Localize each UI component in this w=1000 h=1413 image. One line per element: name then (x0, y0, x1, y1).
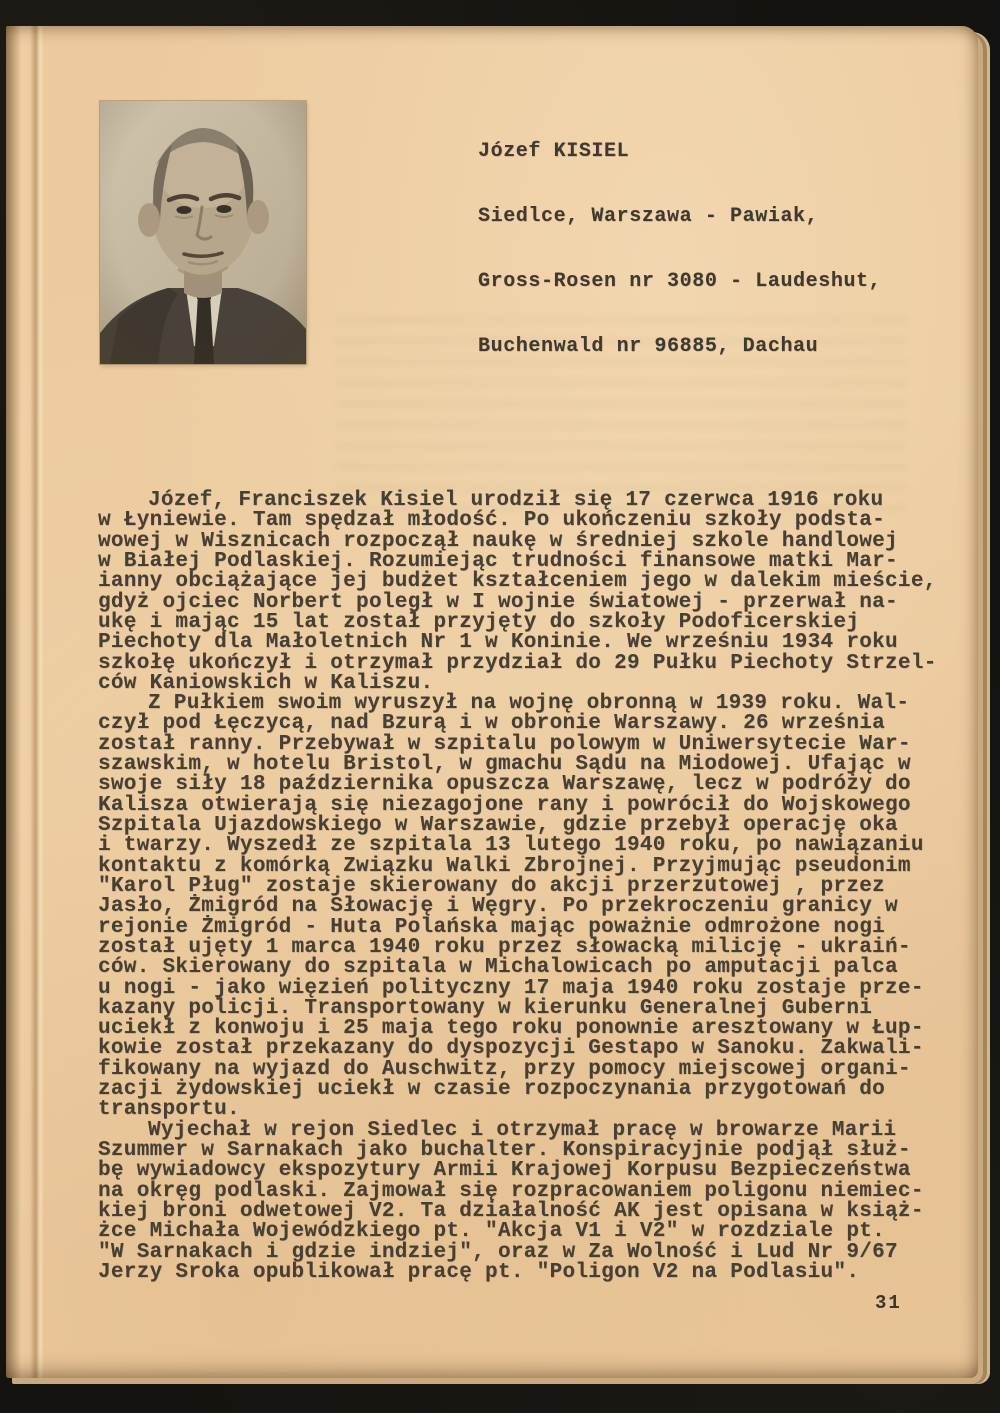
text-line: kiej broni odwetowej V2. Ta działalność AK jest opisana w książ- (98, 1199, 924, 1223)
portrait-photo-drawing (100, 101, 306, 364)
text-line: został ranny. Przebywał w szpitalu polowym w Uniwersytecie War- (98, 732, 911, 756)
text-line: ianny obciążające jej budżet kształceniem jego w dalekim mieście, (98, 570, 937, 594)
text-line: Wyjechał w rejon Siedlec i otrzymał pracę w browarze Marii (148, 1118, 897, 1142)
text-line: Józef, Franciszek Kisiel urodził się 17 czerwca 1916 roku (148, 489, 884, 512)
text-line: uciekł z konwoju i 25 maja tego roku ponownie aresztowany w Łup- (98, 1017, 924, 1041)
text-line: Szpitala Ujazdowskiego w Warszawie, gdzie przebył operację oka (98, 814, 898, 837)
text-line: kowie został przekazany do dyspozycji Gestapo w Sanoku. Zakwali- (98, 1037, 924, 1061)
page-paper (6, 26, 978, 1378)
prisoner-header (478, 98, 881, 400)
text-line: wowej w Wisznicach rozpoczął naukę w średniej szkole handlowej (98, 529, 898, 553)
text-line: i twarzy. Wyszedł ze szpitala 13 lutego 1940 roku, po nawiązaniu (98, 834, 924, 858)
page-crease (30, 26, 44, 1378)
text-line: ukę i mając 15 lat został przyjęty do szkoły Podoficerskiej (98, 610, 860, 634)
text-line: "Karol Pług" zostaje skierowany do akcji przerzutowej , przez (98, 874, 886, 898)
text-line: zacji żydowskiej uciekł w czasie rozpoczynania przygotowań do (98, 1078, 886, 1102)
text-line: Kalisza otwierają się niezagojone rany i powrócił do Wojskowego (98, 793, 911, 817)
text-line: szawskim, w hotelu Bristol, w gmachu Sądu na Miodowej. Ufając w (98, 753, 911, 777)
text-line: w Łyniewie. Tam spędzał młodość. Po ukończeniu szkoły podsta- (98, 509, 886, 533)
text-line: rejonie Żmigród - Huta Polańska mając poważnie odmrożone nogi (98, 915, 886, 939)
camp-line: Gross-Rosen nr 3080 - Laudeshut, (478, 269, 882, 293)
text-line: na okręg podlaski. Zajmował się rozpracowaniem poligonu niemiec- (98, 1179, 924, 1203)
text-line: szkołę ukończył i otrzymał przydział do 29 Pułku Piechoty Strzel- (98, 651, 937, 675)
text-line: swoje siły 18 października opuszcza Warszawę, lecz w podróży do (98, 773, 911, 797)
text-line: Piechoty dla Małoletnich Nr 1 w Koninie. We wrześniu 1934 roku (98, 631, 898, 655)
text-line: ców. Skierowany do szpitala w Michalowicach po amputacji palca (98, 956, 898, 980)
portrait-photo (100, 101, 306, 364)
text-line: fikowany na wyjazd do Auschwitz, przy pomocy miejscowej organi- (98, 1057, 911, 1081)
camp-line: Siedlce, Warszawa - Pawiak, (478, 204, 819, 228)
text-line: Jasło, Żmigród na Słowację i Węgry. Po przekroczeniu granicy w (98, 895, 898, 919)
text-line: u nogi - jako więzień polityczny 17 maja 1940 roku zostaje prze- (98, 976, 924, 1000)
text-line: kontaktu z komórką Związku Walki Zbrojnej. Przyjmując pseudonim (98, 854, 911, 878)
binding-shadow (6, 26, 34, 1378)
text-line: transportu. (98, 1098, 240, 1122)
text-line: Szummer w Sarnakach jako buchalter. Konspiracyjnie podjął służ- (98, 1139, 911, 1162)
text-line: żce Michała Wojewódzkiego pt. "Akcja V1 i V2" w rozdziale pt. (98, 1220, 886, 1244)
text-line: Jerzy Sroka opublikował pracę pt. "Poligon V2 na Podlasiu". (98, 1260, 860, 1284)
text-line: czył pod Łęczycą, nad Bzurą i w obronie Warszawy. 26 września (98, 712, 886, 736)
text-line: bę wywiadowcy ekspozytury Armii Krajowej Korpusu Bezpieczeństwa (98, 1159, 911, 1183)
text-line: ców Kaniowskich w Kaliszu. (98, 671, 434, 695)
text-line: został ujęty 1 marca 1940 roku przez słowacką milicję - ukraiń- (98, 935, 911, 959)
text-line: Z Pułkiem swoim wyruszył na wojnę obronną w 1939 roku. Wal- (148, 692, 910, 716)
camp-line: Buchenwald nr 96885, Dachau (478, 334, 819, 358)
text-line: w Białej Podlaskiej. Rozumiejąc trudności finansowe matki Mar- (98, 549, 898, 573)
biography-text (98, 491, 937, 1283)
page-number: 31 (875, 1292, 902, 1314)
text-line: "W Sarnakach i gdzie indziej", oraz w Za Wolność i Lud Nr 9/67 (98, 1240, 898, 1264)
prisoner-name: Józef KISIEL (478, 140, 630, 164)
text-line: gdyż ojciec Norbert poległ w I wojnie światowej - przerwał na- (98, 590, 898, 614)
text-line: kazany policji. Transportowany w kierunku Generalnej Guberni (98, 996, 873, 1020)
